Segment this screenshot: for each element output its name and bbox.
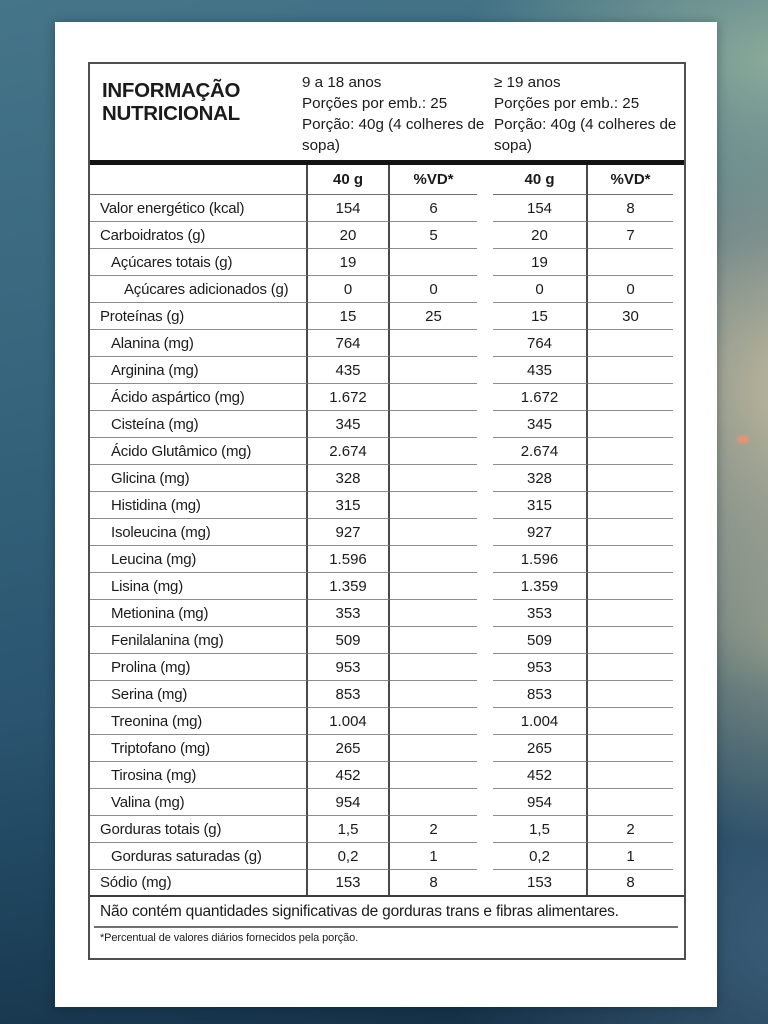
dv-cell-group2: 7 [588,222,673,249]
table-row [90,249,684,276]
column-gap [477,708,493,735]
column-gap [477,546,493,573]
amount-cell-group2: 345 [493,411,588,438]
amount-cell-group2: 353 [493,600,588,627]
dv-cell-group1: 6 [390,195,477,222]
row-right-pad [673,708,684,735]
amount-cell-group2: 0,2 [493,843,588,870]
amount-cell-group2: 509 [493,627,588,654]
dv-cell-group1 [390,330,477,357]
amount-cell-group2: 1.596 [493,546,588,573]
row-right-pad [673,654,684,681]
column-gap [477,573,493,600]
dv-cell-group2 [588,789,673,816]
row-right-pad [673,492,684,519]
dv-cell-group2 [588,708,673,735]
amount-cell-group1: 0,2 [308,843,390,870]
amount-cell-group1: 1.359 [308,573,390,600]
table-row [90,465,684,492]
dv-cell-group2: 8 [626,874,635,891]
table-row [90,438,684,465]
dv-cell-group1 [390,627,477,654]
table-row [90,762,684,789]
row-right-pad [673,195,684,222]
nutrition-facts-table [88,62,686,960]
row-label: Histidina (mg) [90,492,308,519]
amount-cell-group1: 153 [308,870,390,895]
label-panel [55,22,717,1007]
dv-cell-group2 [588,492,673,519]
amount-cell-group2: 764 [493,330,588,357]
row-right-pad [673,222,684,249]
amount-cell-group1: 20 [308,222,390,249]
amount-cell-group2: 20 [493,222,588,249]
column-gap [477,384,493,411]
column-gap [477,195,493,222]
serving-info-group-2 [494,64,684,160]
dv-cell-group2 [588,735,673,762]
row-label: Ácido aspártico (mg) [90,384,308,411]
row-right-pad [673,384,684,411]
row-label: Serina (mg) [90,681,308,708]
dv-cell-group2: 1 [588,843,673,870]
amount-cell-group1: 435 [308,357,390,384]
amount-cell-group1: 345 [308,411,390,438]
amount-cell-group1: 1.596 [308,546,390,573]
table-row [90,357,684,384]
dv-cell-group2: 30 [588,303,673,330]
column-gap [477,789,493,816]
dv-cell-group2 [588,465,673,492]
amount-cell-group2: 927 [493,519,588,546]
dv-cell-group2: 8 [588,195,673,222]
table-row [90,195,684,222]
dv-cell-group2 [588,681,673,708]
row-label: Alanina (mg) [90,330,308,357]
amount-cell-group2: 2.674 [493,438,588,465]
row-right-pad [673,249,684,276]
age-range-2: ≥ 19 anos [494,74,561,91]
dv-cell-group1 [390,573,477,600]
portion-size-1: Porção: 40g (4 colheres de sopa) [302,116,485,154]
amount-cell-group2: 954 [493,789,588,816]
dv-cell-group1 [390,681,477,708]
dv-cell-group1 [390,438,477,465]
dv-cell-group1 [390,789,477,816]
column-gap [477,681,493,708]
table-row [90,546,684,573]
row-label: Fenilalanina (mg) [90,627,308,654]
column-gap [477,492,493,519]
amount-cell-group1: 353 [308,600,390,627]
table-row [90,708,684,735]
dv-cell-group2 [588,546,673,573]
amount-cell-group2: 153 [493,870,588,895]
table-row [90,276,684,303]
amount-cell-group1: 328 [308,465,390,492]
dv-cell-group1: 8 [429,874,438,891]
table-row [90,816,684,843]
row-label: Tirosina (mg) [90,762,308,789]
amount-cell-group1: 509 [308,627,390,654]
amount-cell-group1: 927 [308,519,390,546]
amount-cell-group1: 452 [308,762,390,789]
row-right-pad [673,870,684,895]
row-right-pad [673,762,684,789]
column-header-row [90,165,684,195]
row-label: Cisteína (mg) [90,411,308,438]
dv-cell-group1 [390,384,477,411]
row-label: Leucina (mg) [90,546,308,573]
amount-cell-group2: 15 [493,303,588,330]
column-gap [477,411,493,438]
dv-cell-group1 [390,654,477,681]
servings-per-pack-2: Porções por emb.: 25 [494,95,640,112]
table-row [90,330,684,357]
amount-cell-group2: 953 [493,654,588,681]
dv-cell-group2: 0 [588,276,673,303]
dv-cell-group1 [390,708,477,735]
table-row [90,735,684,762]
dv-cell-group1 [390,411,477,438]
amount-cell-group2: 853 [493,681,588,708]
amount-cell-group1: 1,5 [308,816,390,843]
dv-cell-group1 [390,357,477,384]
table-row [90,870,684,897]
dv-cell-group2 [588,411,673,438]
dv-cell-group1 [390,519,477,546]
column-gap [477,627,493,654]
dv-cell-group2 [588,762,673,789]
amount-cell-group2: 452 [493,762,588,789]
col-header-amount-1: 40 g [308,165,390,195]
dv-cell-group2 [588,654,673,681]
dv-cell-group1 [390,735,477,762]
column-gap [477,222,493,249]
amount-cell-group1: 0 [308,276,390,303]
dv-cell-group2 [588,438,673,465]
dv-cell-group1: 0 [390,276,477,303]
column-gap [477,654,493,681]
amount-cell-group1: 953 [308,654,390,681]
dv-cell-group2 [588,600,673,627]
table-row [90,681,684,708]
col-header-amount-2: 40 g [493,165,588,195]
dv-cell-group2 [588,573,673,600]
row-label: Prolina (mg) [90,654,308,681]
amount-cell-group1: 954 [308,789,390,816]
amount-cell-group1: 1.004 [308,708,390,735]
dv-cell-group1 [390,762,477,789]
dv-cell-group2 [588,627,673,654]
column-gap [477,249,493,276]
column-gap [477,816,493,843]
table-row [90,573,684,600]
row-right-pad [673,816,684,843]
column-gap [477,165,493,195]
amount-cell-group1: 265 [308,735,390,762]
dv-cell-group1: 5 [390,222,477,249]
column-gap [477,870,493,895]
amount-cell-group2: 1.672 [493,384,588,411]
row-right-pad [673,465,684,492]
table-title: INFORMAÇÃO NUTRICIONAL [102,79,241,125]
table-row [90,519,684,546]
table-row [90,222,684,249]
row-right-pad [673,438,684,465]
dv-cell-group2: 2 [588,816,673,843]
table-row [90,303,684,330]
amount-cell-group1: 853 [308,681,390,708]
column-header-spacer [90,165,308,195]
column-header-right-pad [673,165,684,195]
row-label: Glicina (mg) [90,465,308,492]
dv-cell-group2 [588,249,673,276]
background-accent-dot [737,435,749,444]
col-header-dv-2: %VD* [588,165,673,195]
row-label: Açúcares totais (g) [90,249,308,276]
column-gap [477,465,493,492]
amount-cell-group2: 265 [493,735,588,762]
row-right-pad [673,627,684,654]
table-row [90,654,684,681]
row-label: Ácido Glutâmico (mg) [90,438,308,465]
row-right-pad [673,546,684,573]
amount-cell-group2: 19 [493,249,588,276]
row-label: Isoleucina (mg) [90,519,308,546]
row-label: Valina (mg) [90,789,308,816]
row-right-pad [673,330,684,357]
row-label: Valor energético (kcal) [90,195,308,222]
column-gap [477,519,493,546]
amount-cell-group2: 1,5 [493,816,588,843]
amount-cell-group1: 154 [308,195,390,222]
amount-cell-group1: 315 [308,492,390,519]
table-row [90,492,684,519]
servings-per-pack-1: Porções por emb.: 25 [302,95,448,112]
column-gap [477,303,493,330]
dv-cell-group2 [588,384,673,411]
row-label: Treonina (mg) [90,708,308,735]
amount-cell-group2: 315 [493,492,588,519]
row-label: Açúcares adicionados (g) [90,276,308,303]
column-gap [477,438,493,465]
table-header [90,64,684,160]
dv-cell-group1: 1 [390,843,477,870]
table-row [90,789,684,816]
amount-cell-group2: 328 [493,465,588,492]
amount-cell-group1: 2.674 [308,438,390,465]
column-gap [477,357,493,384]
row-right-pad [673,411,684,438]
table-row [90,600,684,627]
dv-cell-group1: 2 [390,816,477,843]
row-label: Lisina (mg) [90,573,308,600]
table-body [90,195,684,897]
row-right-pad [673,681,684,708]
amount-cell-group2: 154 [493,195,588,222]
amount-cell-group1: 15 [308,303,390,330]
row-right-pad [673,573,684,600]
column-gap [477,600,493,627]
dv-cell-group2 [588,357,673,384]
dv-cell-group1 [390,465,477,492]
table-row [90,843,684,870]
row-right-pad [673,789,684,816]
row-right-pad [673,519,684,546]
dv-cell-group1 [390,600,477,627]
table-row [90,627,684,654]
row-right-pad [673,357,684,384]
row-right-pad [673,303,684,330]
column-gap [477,735,493,762]
amount-cell-group2: 0 [493,276,588,303]
row-label: Carboidratos (g) [90,222,308,249]
amount-cell-group1: 19 [308,249,390,276]
dv-cell-group2 [588,519,673,546]
row-label: Gorduras totais (g) [90,816,308,843]
no-significant-note: Não contém quantidades significativas de gorduras trans e fibras alimentares. [100,903,619,920]
portion-size-2: Porção: 40g (4 colheres de sopa) [494,116,677,154]
dv-cell-group1: 25 [390,303,477,330]
row-label: Triptofano (mg) [90,735,308,762]
table-row [90,411,684,438]
table-row [90,384,684,411]
dv-cell-group1 [390,546,477,573]
daily-value-footnote: *Percentual de valores diários fornecidos pela porção. [100,932,359,944]
row-right-pad [673,735,684,762]
row-label: Sódio (mg) [90,870,308,895]
row-label: Gorduras saturadas (g) [90,843,308,870]
column-gap [477,843,493,870]
amount-cell-group1: 1.672 [308,384,390,411]
dv-cell-group2 [588,330,673,357]
row-right-pad [673,843,684,870]
row-right-pad [673,276,684,303]
row-label: Proteínas (g) [90,303,308,330]
dv-cell-group1 [390,249,477,276]
column-gap [477,276,493,303]
dv-cell-group1 [390,492,477,519]
serving-info-group-1 [302,64,494,160]
column-gap [477,330,493,357]
col-header-dv-1: %VD* [390,165,477,195]
column-gap [477,762,493,789]
age-range-1: 9 a 18 anos [302,74,382,91]
amount-cell-group2: 435 [493,357,588,384]
amount-cell-group2: 1.359 [493,573,588,600]
amount-cell-group2: 1.004 [493,708,588,735]
row-label: Metionina (mg) [90,600,308,627]
row-right-pad [673,600,684,627]
amount-cell-group1: 764 [308,330,390,357]
row-label: Arginina (mg) [90,357,308,384]
